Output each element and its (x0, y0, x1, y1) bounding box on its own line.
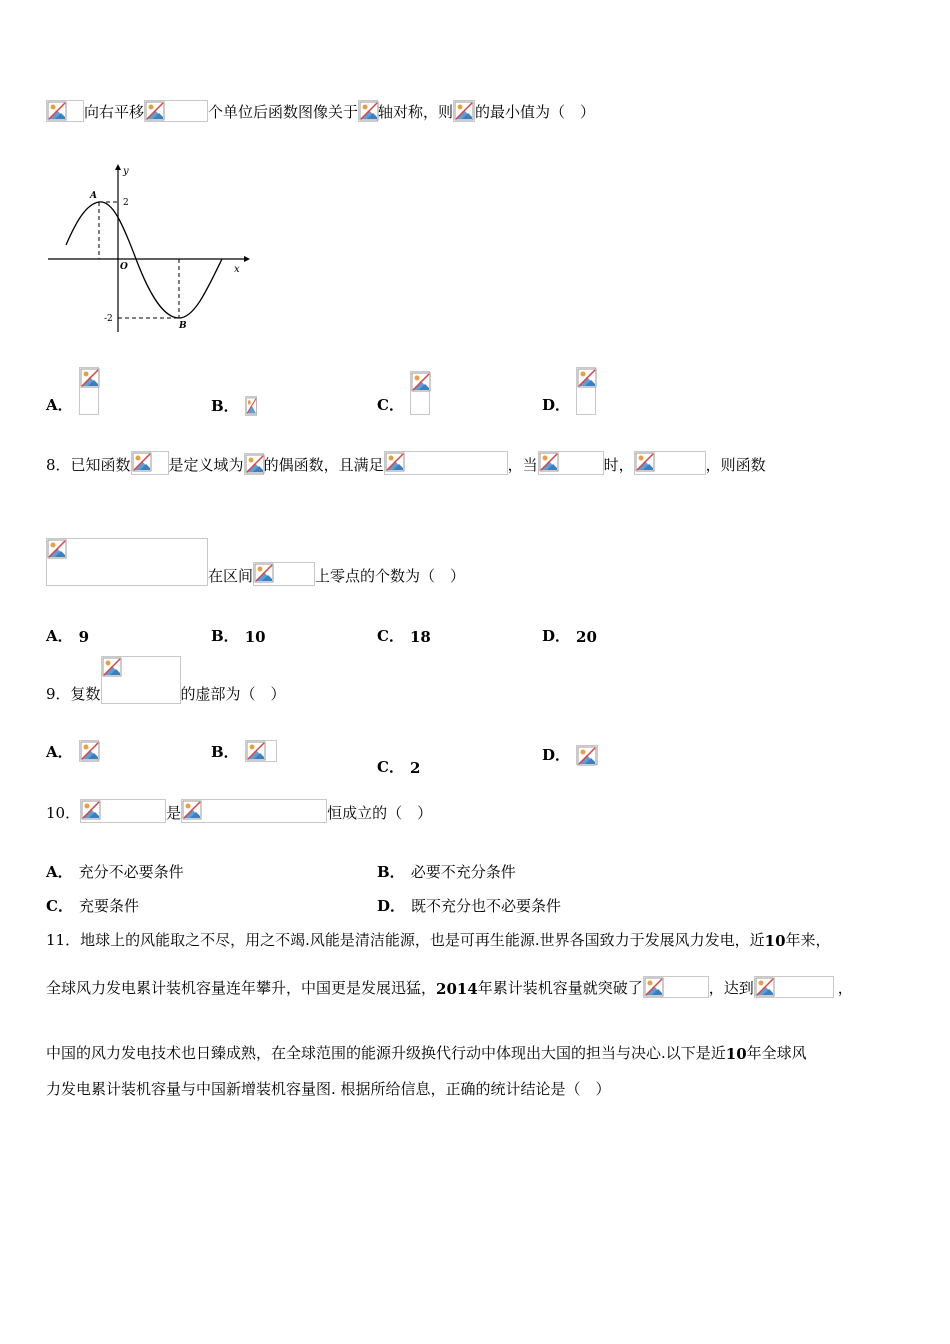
q10-text: 恒成立的（ ） (327, 804, 433, 822)
q7-line (46, 100, 595, 122)
q10-text: 是 (166, 804, 182, 822)
sine-graph (46, 162, 256, 337)
q11-line: 11．地球上的风能取之不尽，用之不竭.风能是清洁能源，也是可再生能源.世界各国致力于发展风力发电，近 10 年来， (46, 931, 831, 950)
formula-image (245, 740, 277, 762)
q9-option-d[interactable]: D． (542, 744, 598, 765)
q10-option-d[interactable]: D． 既不充分也不必要条件 (377, 897, 562, 915)
q9-line (46, 656, 286, 704)
q11-line: 中国的风力发电技术也日臻成熟，在全球范围的能源升级换代行动中体现出大国的担当与决心.以下是近 10 年全球风 (46, 1044, 807, 1063)
origin-label: O (120, 262, 128, 272)
q8-text: 上零点的个数为（ ） (315, 567, 466, 585)
formula-image (576, 367, 596, 415)
formula-image (131, 451, 169, 475)
formula-image (79, 367, 99, 415)
formula-image (79, 740, 99, 762)
formula-image (46, 100, 84, 122)
q8-option-b[interactable]: B． 10 (211, 627, 266, 646)
q7-option-d[interactable]: D． (542, 367, 596, 415)
q10-option-b[interactable]: B． 必要不充分条件 (377, 863, 516, 881)
formula-image (46, 538, 208, 586)
formula-image (181, 799, 327, 823)
q8-text: 在区间 (208, 567, 254, 585)
q8-text: 的偶函数，且满足 (263, 456, 384, 474)
formula-image (576, 745, 598, 765)
q8-text: 8．已知函数 (46, 456, 131, 474)
formula-image (384, 451, 508, 475)
q7-option-b[interactable]: B． (211, 395, 257, 416)
q8-option-c[interactable]: C． 18 (377, 627, 431, 646)
q10-option-c[interactable]: C． 充要条件 (46, 897, 139, 915)
q7-text: 轴对称，则 (378, 103, 454, 121)
point-a-label: A (90, 191, 97, 201)
q9-option-a[interactable]: A． (46, 740, 99, 762)
formula-image (244, 453, 264, 475)
q8-option-d[interactable]: D． 20 (542, 627, 597, 646)
y-label: y (123, 166, 129, 177)
q10-option-a[interactable]: A． 充分不必要条件 (46, 863, 184, 881)
sine-curve (66, 202, 222, 318)
q7-text: 向右平移 (84, 103, 145, 121)
q9-text: 的虚部为（ ） (180, 685, 286, 703)
formula-image (453, 100, 475, 122)
q10-line (46, 799, 432, 823)
q10-text: 10． (46, 804, 81, 822)
formula-image (634, 451, 706, 475)
q9-option-c[interactable]: C． 2 (377, 758, 421, 777)
formula-image (245, 396, 257, 416)
formula-image (101, 656, 181, 704)
q8-text: 是定义域为 (168, 456, 244, 474)
q7-option-a[interactable]: A． (46, 367, 99, 415)
tick-label-pos: 2 (123, 198, 129, 208)
formula-image (80, 799, 166, 823)
formula-image (358, 100, 378, 122)
q8-text: ，则函数 (705, 456, 766, 474)
formula-image (253, 562, 315, 586)
q7-option-c[interactable]: C． (377, 371, 430, 415)
q8-text: 时， (603, 456, 634, 474)
q7-text: 的最小值为（ ） (475, 103, 596, 121)
q8-line (46, 538, 465, 586)
point-b-label: B (179, 321, 187, 331)
q11-line: 全球风力发电累计装机容量连年攀升，中国更是发展迅猛， 2014 年累计装机容量就突破了 ，达到 ， (46, 976, 853, 998)
q8-line (46, 451, 766, 475)
q11-line: 力发电累计装机容量与中国新增装机容量图. 根据所给信息，正确的统计结论是（ ） (46, 1080, 611, 1098)
q8-option-a[interactable]: A． 9 (46, 627, 90, 646)
tick-label-neg: -2 (104, 314, 113, 324)
x-label: x (234, 264, 240, 275)
formula-image (754, 976, 834, 998)
formula-image (410, 371, 430, 415)
formula-image (643, 976, 709, 998)
q9-text: 9．复数 (46, 685, 101, 703)
formula-image (538, 451, 604, 475)
formula-image (144, 100, 208, 122)
q9-option-b[interactable]: B． (211, 740, 277, 762)
q8-text: ，当 (507, 456, 538, 474)
q7-text: 个单位后函数图像关于 (208, 103, 359, 121)
